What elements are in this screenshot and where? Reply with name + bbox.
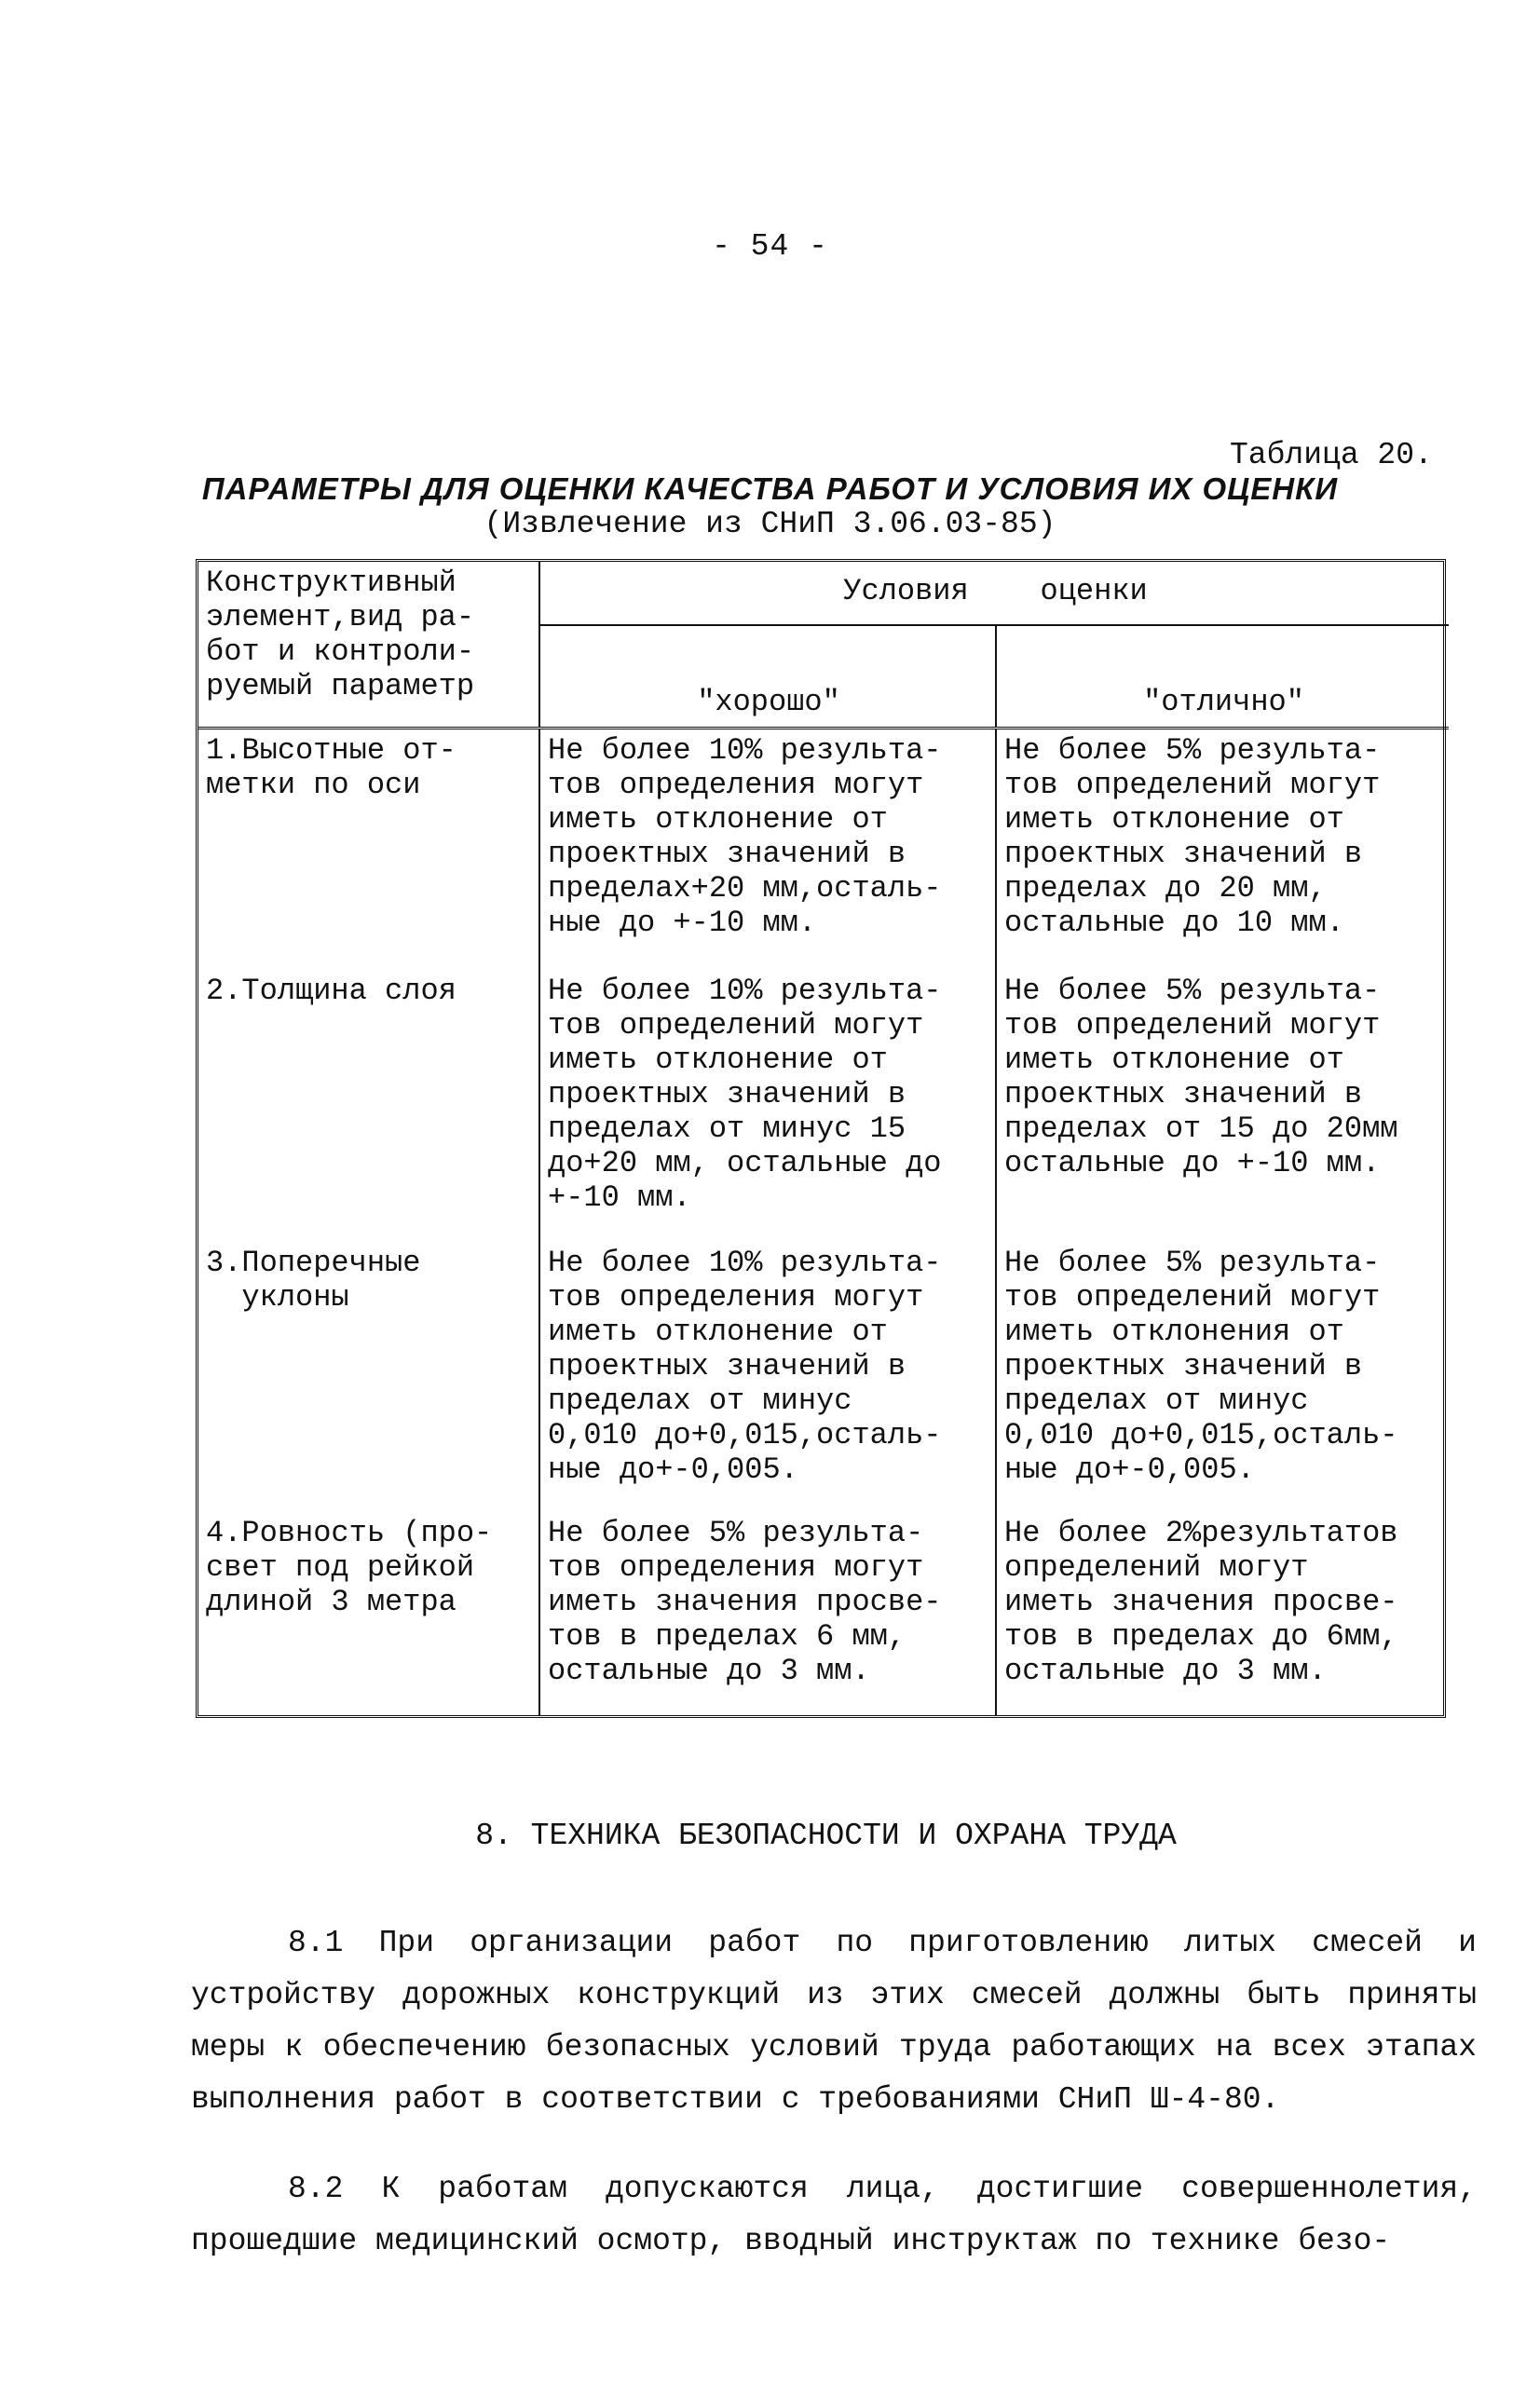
header-excellent: "отлично" <box>996 625 1449 728</box>
row-param: 1.Высотные от- метки по оси <box>198 728 539 970</box>
paragraph: 8.2 К работам допускаются лица, достигшие совершеннолетия, прошедшие медицинский осмотр, вводный инструктаж по технике безо- <box>191 2172 1477 2258</box>
table-title: ПАРАМЕТРЫ ДЛЯ ОЦЕНКИ КАЧЕСТВА РАБОТ И УСЛОВИЯ ИХ ОЦЕНКИ <box>201 471 1339 506</box>
table-row <box>198 1242 1449 1512</box>
row-excellent: Не более 5% результа- тов определений могут иметь отклонение от проектных значений в пределах до 20 мм, остальные до 10 мм. <box>996 728 1449 970</box>
table-caption: Таблица 20. <box>1230 438 1433 472</box>
page-number: - 54 - <box>712 229 828 264</box>
row-good: Не более 10% результа- тов определений могут иметь отклонение от проектных значений в пределах от минус 15 до+20 мм, остальные до +-10 мм. <box>539 970 996 1242</box>
row-param: 3.Поперечные уклоны <box>198 1242 539 1512</box>
row-good: Не более 5% результа- тов определения могут иметь значения просве- тов в пределах 6 мм, остальные до 3 мм. <box>539 1512 996 1715</box>
table-row <box>198 728 1449 970</box>
table-subtitle: (Извлечение из СНиП 3.06.03-85) <box>484 507 1056 541</box>
row-excellent: Не более 5% результа- тов определений могут иметь отклонения от проектных значений в пределах от минус 0,010 до+0,015,осталь- ные до+-0,005. <box>996 1242 1449 1512</box>
row-good: Не более 10% результа- тов определения могут иметь отклонение от проектных значений в пределах+20 мм,осталь- ные до +-10 мм. <box>539 728 996 970</box>
header-conditions: Условия оценки <box>539 562 1449 625</box>
row-param: 4.Ровность (про- свет под рейкой длиной 3 метра <box>198 1512 539 1715</box>
table-row <box>198 1512 1449 1715</box>
header-good: "хорошо" <box>539 625 996 728</box>
header-param: Конструктивный элемент,вид ра- бот и контроли- руемый параметр <box>198 562 539 728</box>
section-heading: 8. ТЕХНИКА БЕЗОПАСНОСТИ И ОХРАНА ТРУДА <box>475 1819 1177 1853</box>
quality-parameters-table <box>196 559 1446 1718</box>
row-good: Не более 10% результа- тов определения могут иметь отклонение от проектных значений в пределах от минус 0,010 до+0,015,осталь- ные до+-0,005. <box>539 1242 996 1512</box>
paragraph: 8.1 При организации работ по приготовлению литых смесей и устройству дорожных конструкций из этих смесей должны быть приняты меры к обеспечению безопасных условий труда работающих на всех этапах выполнения работ в соответствии с требованиями СНиП Ш-4-80. <box>191 1926 1477 2117</box>
row-excellent: Не более 5% результа- тов определений могут иметь отклонение от проектных значений в пределах от 15 до 20мм остальные до +-10 мм. <box>996 970 1449 1242</box>
row-excellent: Не более 2%результатов определений могут иметь значения просве- тов в пределах до 6мм, остальные до 3 мм. <box>996 1512 1449 1715</box>
table-row <box>198 970 1449 1242</box>
row-param: 2.Толщина слоя <box>198 970 539 1242</box>
